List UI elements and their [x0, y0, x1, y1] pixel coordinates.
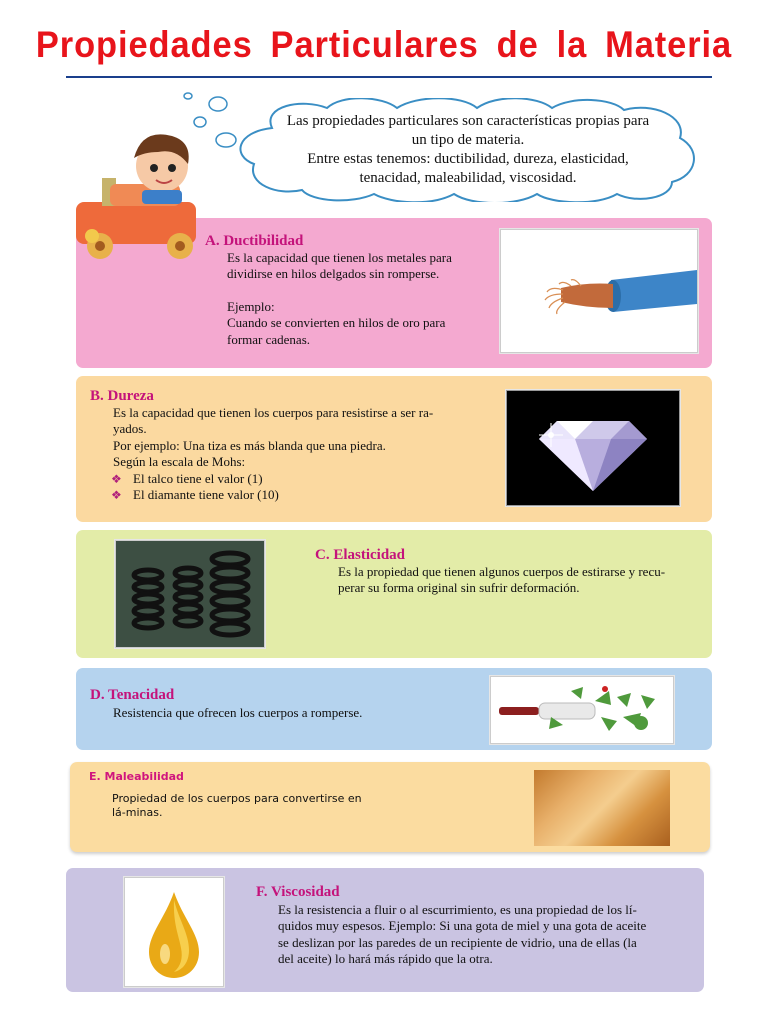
bullet-text: El talco tiene el valor (1) [133, 470, 263, 486]
bullet-text: El diamante tiene valor (10) [133, 487, 279, 503]
text-line: lá-minas. [112, 806, 163, 819]
section-b-text [113, 405, 493, 503]
springs-image [115, 540, 265, 648]
text-line: Es la capacidad que tienen los metales para [227, 250, 452, 265]
section-c-heading: C. Elasticidad [315, 547, 406, 563]
text-line: yados. [113, 421, 147, 437]
section-e-heading: E. Maleabilidad [89, 770, 184, 783]
text-line: Propiedad de los cuerpos para convertirse en [112, 792, 362, 805]
section-f-heading: F. Viscosidad [256, 884, 340, 900]
text-line: perar su forma original sin sufrir deformación. [338, 580, 580, 596]
intro-line: un tipo de materia. [411, 132, 525, 148]
metal-sheet-image [534, 770, 670, 846]
text-line: Resistencia que ofrecen los cuerpos a romperse. [113, 705, 363, 720]
text-line: Según la escala de Mohs: [113, 454, 246, 470]
kid-in-car-illustration [72, 128, 212, 268]
text-line: Es la propiedad que tienen algunos cuerpos de estirarse y recu- [338, 564, 666, 579]
copper-wire-image [500, 229, 698, 353]
text-line: Ejemplo: [227, 298, 275, 314]
intro-text [250, 112, 686, 188]
text-line: Es la capacidad que tienen los cuerpos para resistirse a ser ra- [113, 405, 434, 420]
text-line: Cuando se convierten en hilos de oro para [227, 315, 446, 331]
text-line: formar cadenas. [227, 331, 311, 347]
text-line: Es la resistencia a fluir o al escurrimiento, es una propiedad de los lí- [278, 902, 637, 917]
bullet-diamond-icon: ❖ [111, 471, 122, 486]
intro-line: tenacidad, maleabilidad, viscosidad. [359, 170, 577, 186]
page-title: Propiedades Particulares de la Materia [35, 24, 733, 65]
text-line: quidos muy espesos. Ejemplo: Si una gota de miel y una gota de aceite [278, 918, 647, 934]
section-e-text [112, 792, 412, 820]
text-line: se deslizan por las paredes de un recipiente de vidrio, una de ellas (la [278, 934, 637, 950]
breaking-bottle-image [490, 676, 674, 744]
diamond-image [506, 390, 680, 506]
section-c-text [338, 564, 706, 597]
oil-drop-image [124, 877, 224, 987]
section-a-text [227, 250, 487, 348]
intro-line: Las propiedades particulares son características propias para [286, 113, 650, 129]
intro-line: Entre estas tenemos: ductibilidad, dureza, elasticidad, [307, 151, 629, 167]
bullet-diamond-icon: ❖ [111, 488, 122, 503]
section-d-text [113, 705, 453, 721]
section-f-text [278, 902, 690, 968]
title-underline [66, 76, 712, 78]
section-b-heading: B. Dureza [90, 388, 154, 404]
text-line: Por ejemplo: Una tiza es más blanda que una piedra. [113, 437, 386, 453]
section-d-heading: D. Tenacidad [90, 687, 175, 703]
text-line: del aceite) lo hará más rápido que la otra. [278, 951, 493, 967]
text-line: dividirse en hilos delgados sin romperse. [227, 266, 440, 282]
section-a-heading: A. Ductibilidad [205, 233, 304, 249]
